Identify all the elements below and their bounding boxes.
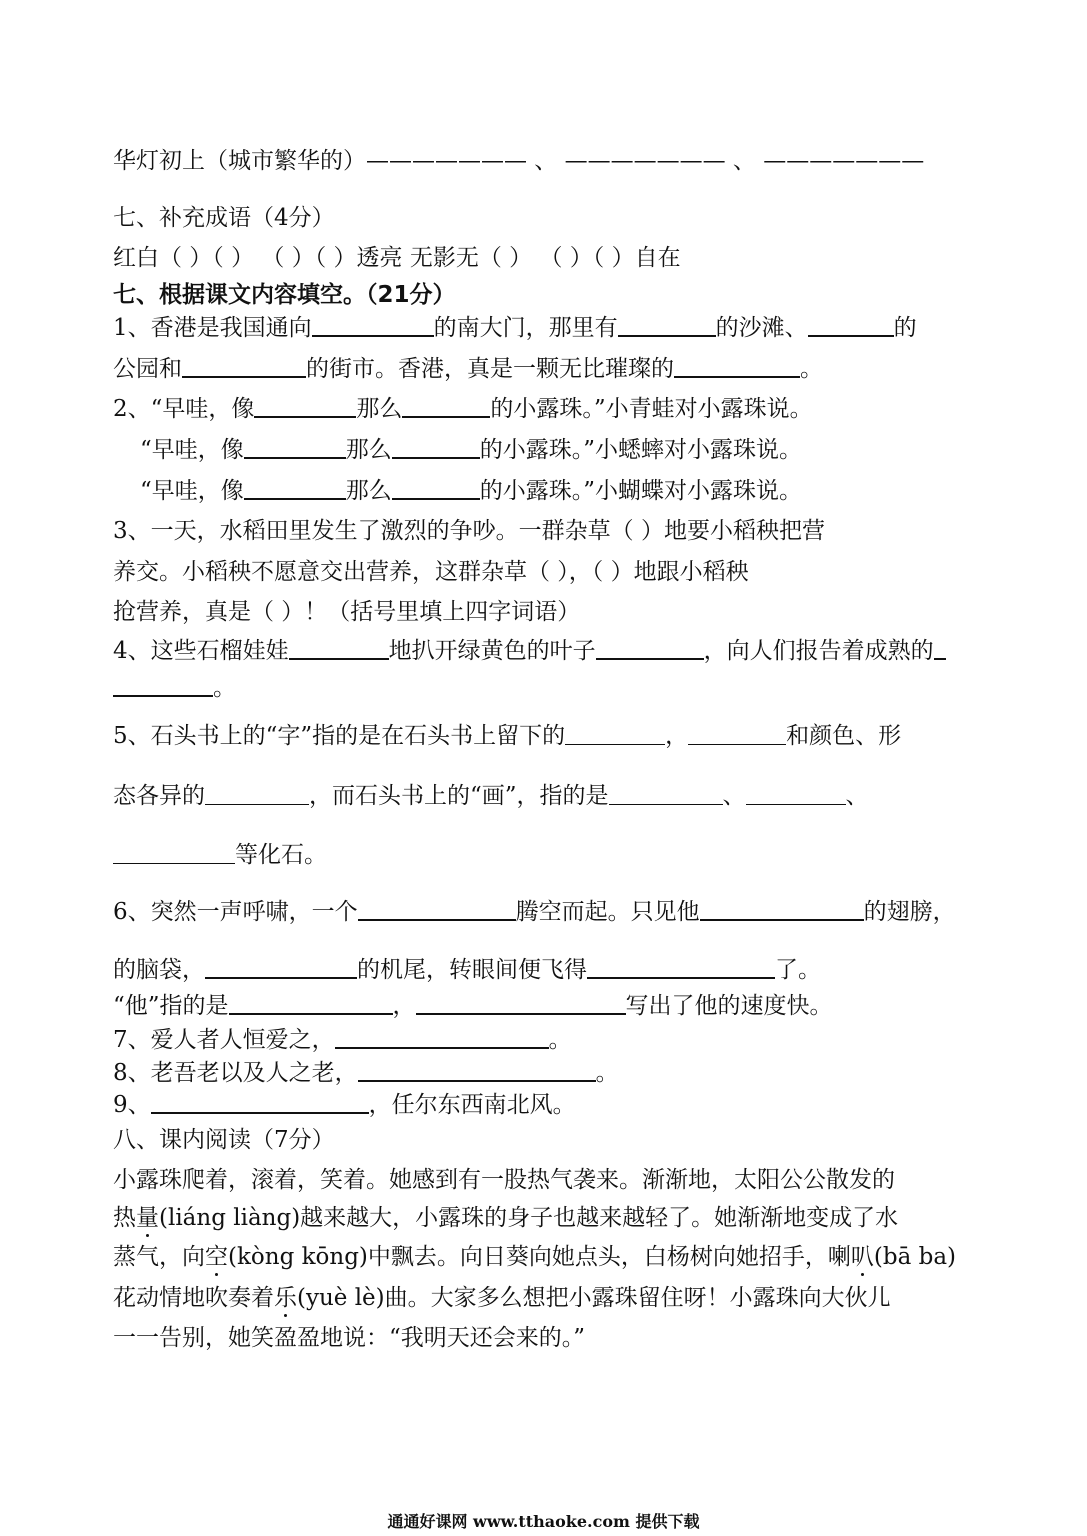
passage-line-4: 花动情地吹奏着乐(yuè lè)曲。大家多么想把小露珠留住呀！小露珠向大伙儿 xyxy=(113,1285,891,1311)
blank[interactable] xyxy=(565,722,665,745)
blank[interactable] xyxy=(113,673,213,697)
blank[interactable] xyxy=(182,354,306,378)
blank[interactable] xyxy=(596,636,704,660)
blank[interactable] xyxy=(402,394,490,418)
q5-line-2: 态各异的 ，而石头书上的“画”，指的是 、 、 xyxy=(113,783,869,809)
blank[interactable] xyxy=(700,897,864,921)
q6-line-3: “他”指的是 ， 写出了他的速度快。 xyxy=(113,993,833,1019)
blank[interactable] xyxy=(392,435,480,459)
footer: 通通好课网 www.tthaoke.com 提供下载 xyxy=(387,1512,700,1531)
blank[interactable] xyxy=(335,1025,549,1049)
q8-line: 8、老吾老以及人之老， 。 xyxy=(113,1060,619,1086)
passage-line-5: 一一告别，她笑盈盈地说：“我明天还会来的。” xyxy=(113,1325,586,1351)
passage-line-1: 小露珠爬着，滚着，笑着。她感到有一股热气袭来。渐渐地，太阳公公散发的 xyxy=(113,1167,895,1193)
blank[interactable] xyxy=(244,476,346,500)
q4-line-1: 4、这些石榴娃娃 地扒开绿黄色的叶子 ，向人们报告着成熟的 xyxy=(113,636,946,666)
q5-line-1: 5、石头书上的“字”指的是在石头书上留下的 ， 和颜色、形 xyxy=(113,723,902,749)
blank[interactable] xyxy=(205,782,309,805)
q2-line-1: 2、“早哇，像 那么 的小露珠。”小青蛙对小露珠说。 xyxy=(113,396,813,422)
line-1: 华灯初上（城市繁华的）——————— 、 ——————— 、 ——————— xyxy=(113,148,925,174)
blank[interactable] xyxy=(618,313,716,337)
q9-line: 9、 ，任尔东西南北风。 xyxy=(113,1092,576,1118)
q3-line-1: 3、一天，水稻田里发生了激烈的争吵。一群杂草（ ）地要小稻秧把营 xyxy=(113,518,825,544)
q2-line-3: “早哇，像 那么 的小露珠。”小蝴蝶对小露珠说。 xyxy=(140,478,803,504)
blank[interactable] xyxy=(746,782,846,805)
q6-line-2: 的脑袋， 的机尾，转眼间便飞得 了。 xyxy=(113,957,821,983)
q3-line-2: 养交。小稻秧不愿意交出营养，这群杂草（ ），（ ）地跟小稻秧 xyxy=(113,559,749,585)
q2-line-2: “早哇，像 那么 的小露珠。”小蟋蟀对小露珠说。 xyxy=(140,437,803,463)
blank[interactable] xyxy=(358,897,516,921)
blank[interactable] xyxy=(151,1090,369,1114)
blank[interactable] xyxy=(289,636,389,660)
blank[interactable] xyxy=(674,354,800,378)
blank[interactable] xyxy=(587,955,775,979)
blank[interactable] xyxy=(416,991,626,1015)
blank[interactable] xyxy=(808,313,894,337)
q3-line-3: 抢营养，真是（ ）！（括号里填上四字词语） xyxy=(113,599,581,625)
q6-line-1: 6、突然一声呼啸，一个 腾空而起。只见他 的翅膀， xyxy=(113,899,956,925)
blank[interactable] xyxy=(609,782,723,805)
blank[interactable] xyxy=(244,435,346,459)
q7-line: 7、爱人者人恒爱之， 。 xyxy=(113,1027,572,1053)
line-idioms: 红白（ ）（ ） （ ）（ ）透亮 无影无（ ） （ ）（ ）自在 xyxy=(113,245,681,271)
blank[interactable] xyxy=(358,1058,596,1082)
q1-line-2: 公园和 的街市。香港，真是一颗无比璀璨的 。 xyxy=(113,356,823,382)
section-heading-8: 八、课内阅读（7分） xyxy=(113,1127,335,1153)
section-heading-7b: 七、根据课文内容填空。（21分） xyxy=(113,282,456,308)
q4-line-2: 。 xyxy=(113,673,236,703)
blank[interactable] xyxy=(688,722,786,745)
q5-line-3: 等化石。 xyxy=(113,840,327,870)
passage-line-2: 热量(liáng liàng)越来越大，小露珠的身子也越来越轻了。她渐渐地变成了水 xyxy=(113,1205,899,1231)
section-heading-7a: 七、补充成语（4分） xyxy=(113,205,335,231)
blank[interactable] xyxy=(312,313,434,337)
passage-line-3: 蒸气，向空(kòng kōng)中飘去。向日葵向她点头，白杨树向她招手，喇叭(bā ba) xyxy=(113,1244,957,1270)
blank[interactable] xyxy=(229,991,393,1015)
blank[interactable] xyxy=(113,841,235,864)
blank[interactable] xyxy=(392,476,480,500)
blank[interactable] xyxy=(205,955,357,979)
blank[interactable] xyxy=(254,394,356,418)
q1-line-1: 1、香港是我国通向 的南大门，那里有 的沙滩、 的 xyxy=(113,315,917,341)
blank[interactable] xyxy=(934,636,946,660)
